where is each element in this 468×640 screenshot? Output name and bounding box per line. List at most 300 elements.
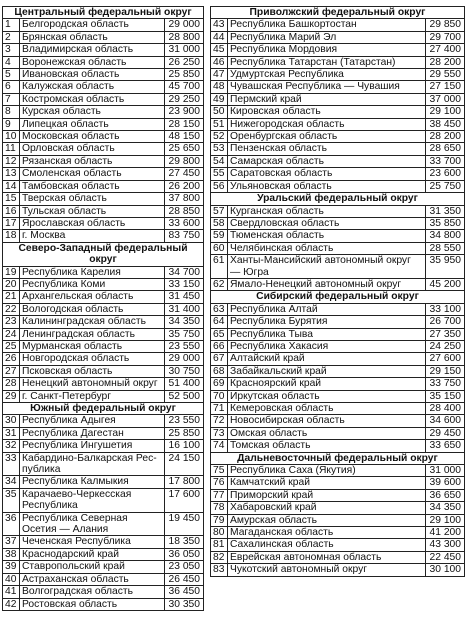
region-value: 35 750 [165,328,204,340]
left-column [2,6,204,611]
table-row [211,564,465,576]
row-number: 74 [211,440,228,452]
region-name: Псковская область [20,365,165,377]
row-number: 70 [211,390,228,402]
region-name: Республика Коми [20,278,165,290]
region-name: Брянская область [20,31,165,43]
region-name: Амурская область [228,514,426,526]
table-row [3,548,204,560]
row-number: 62 [211,278,228,290]
region-value: 30 750 [165,365,204,377]
region-name: Республика Мордовия [228,44,426,56]
table-row [3,155,204,167]
table-row [3,205,204,217]
region-name: Ямало-Ненецкий автономный округ [228,278,426,290]
row-number: 80 [211,527,228,539]
region-name: Республика Ингушетия [20,440,165,452]
region-name: Ульяновская область [228,180,426,192]
region-name: Краснодарский край [20,548,165,560]
table-row [211,106,465,118]
region-value: 37 800 [165,193,204,205]
row-number: 29 [3,390,20,402]
table-row [211,539,465,551]
region-value: 34 800 [425,230,464,242]
row-number: 51 [211,118,228,130]
region-name: Чеченская Республика [20,536,165,548]
row-number: 49 [211,93,228,105]
table-row [211,303,465,315]
district-header: Южный федеральный округ [3,403,204,415]
row-number: 54 [211,155,228,167]
region-value: 25 750 [425,180,464,192]
table-row [3,168,204,180]
row-number: 43 [211,19,228,31]
region-name: Белгородская область [20,19,165,31]
region-name: Ханты-Мансийский автономный округ — Югра [228,255,426,279]
row-number: 58 [211,217,228,229]
table-row [3,93,204,105]
district-header: Сибирский федеральный округ [211,291,465,303]
row-number: 75 [211,465,228,477]
region-name: Тюменская область [228,230,426,242]
row-number: 56 [211,180,228,192]
row-number: 7 [3,93,20,105]
row-number: 45 [211,44,228,56]
right-table [210,6,465,577]
region-value: 22 450 [425,551,464,563]
table-row [3,476,204,488]
table-row [3,586,204,598]
region-name: Ивановская область [20,69,165,81]
district-header-row [211,7,465,19]
region-value: 34 350 [425,502,464,514]
region-value: 29 700 [425,31,464,43]
table-row [211,415,465,427]
row-number: 11 [3,143,20,155]
region-name: Камчатский край [228,477,426,489]
table-row [211,551,465,563]
region-name: Красноярский край [228,378,426,390]
table-row [211,205,465,217]
district-header: Северо-Западный федеральный округ [3,242,204,266]
region-value: 30 100 [425,564,464,576]
region-name: Свердловская область [228,217,426,229]
district-header: Дальневосточный федеральный округ [211,452,465,464]
region-name: Ярославская область [20,217,165,229]
region-value: 27 350 [425,328,464,340]
region-value: 38 450 [425,118,464,130]
region-value: 30 350 [165,598,204,610]
region-name: Липецкая область [20,118,165,130]
row-number: 21 [3,291,20,303]
table-row [211,477,465,489]
table-row [211,19,465,31]
district-header-row [211,452,465,464]
row-number: 35 [3,488,20,512]
row-number: 28 [3,378,20,390]
region-value: 28 200 [425,56,464,68]
region-value: 51 400 [165,378,204,390]
row-number: 48 [211,81,228,93]
region-value: 33 100 [425,303,464,315]
row-number: 14 [3,180,20,192]
region-name: Республика Адыгея [20,415,165,427]
region-name: Кировская область [228,106,426,118]
district-header-row [211,193,465,205]
table-row [3,452,204,476]
region-name: Ставропольский край [20,561,165,573]
table-row [211,340,465,352]
row-number: 50 [211,106,228,118]
row-number: 68 [211,365,228,377]
row-number: 66 [211,340,228,352]
region-value: 29 250 [165,93,204,105]
region-value: 27 150 [425,81,464,93]
table-row [3,31,204,43]
region-value: 28 550 [425,242,464,254]
row-number: 34 [3,476,20,488]
region-value: 33 600 [165,217,204,229]
table-row [3,143,204,155]
row-number: 37 [3,536,20,548]
region-name: Кемеровская область [228,403,426,415]
table-row [3,536,204,548]
table-row [211,230,465,242]
region-name: Рязанская область [20,155,165,167]
region-value: 34 600 [425,415,464,427]
district-header: Уральский федеральный округ [211,193,465,205]
region-value: 29 100 [425,514,464,526]
region-value: 26 450 [165,573,204,585]
table-row [3,512,204,536]
region-value: 28 400 [425,403,464,415]
table-row [211,168,465,180]
region-name: Архангельская область [20,291,165,303]
table-row [211,365,465,377]
row-number: 77 [211,489,228,501]
table-row [3,390,204,402]
region-name: Самарская область [228,155,426,167]
region-value: 16 100 [165,440,204,452]
region-name: Курганская область [228,205,426,217]
district-header-row [211,291,465,303]
region-name: Калужская область [20,81,165,93]
row-number: 8 [3,106,20,118]
region-value: 23 600 [425,168,464,180]
region-name: Владимирская область [20,44,165,56]
table-row [211,217,465,229]
region-value: 28 800 [165,31,204,43]
region-name: Удмуртская Республика [228,69,426,81]
table-row [211,180,465,192]
region-name: г. Санкт-Петербург [20,390,165,402]
row-number: 25 [3,340,20,352]
table-row [3,561,204,573]
table-row [211,155,465,167]
region-name: Костромская область [20,93,165,105]
row-number: 76 [211,477,228,489]
region-name: Тамбовская область [20,180,165,192]
region-name: Пермский край [228,93,426,105]
row-number: 44 [211,31,228,43]
region-value: 29 100 [425,106,464,118]
region-value: 27 400 [425,44,464,56]
table-row [3,180,204,192]
row-number: 3 [3,44,20,56]
district-header-row [3,7,204,19]
region-value: 28 850 [165,205,204,217]
row-number: 60 [211,242,228,254]
region-value: 31 450 [165,291,204,303]
table-row [211,56,465,68]
row-number: 67 [211,353,228,365]
row-number: 63 [211,303,228,315]
table-row [3,106,204,118]
table-row [211,440,465,452]
table-row [211,502,465,514]
row-number: 71 [211,403,228,415]
row-number: 53 [211,143,228,155]
table-row [3,378,204,390]
region-name: Алтайский край [228,353,426,365]
region-value: 35 850 [425,217,464,229]
region-value: 17 600 [165,488,204,512]
region-value: 33 150 [165,278,204,290]
table-row [3,316,204,328]
region-value: 37 000 [425,93,464,105]
region-value: 33 650 [425,440,464,452]
table-row [3,118,204,130]
row-number: 27 [3,365,20,377]
table-row [3,291,204,303]
region-name: Республика Саха (Якутия) [228,465,426,477]
region-value: 83 750 [165,230,204,242]
table-row [211,489,465,501]
region-name: Мурманская область [20,340,165,352]
region-value: 24 250 [425,340,464,352]
table-row [3,131,204,143]
region-name: Республика Калмыкия [20,476,165,488]
region-value: 19 450 [165,512,204,536]
region-value: 26 700 [425,316,464,328]
table-row [211,378,465,390]
region-name: Приморский край [228,489,426,501]
region-value: 36 050 [165,548,204,560]
region-value: 48 150 [165,131,204,143]
table-row [3,44,204,56]
region-value: 39 600 [425,477,464,489]
row-number: 20 [3,278,20,290]
region-name: Республика Бурятия [228,316,426,328]
region-value: 35 150 [425,390,464,402]
row-number: 31 [3,427,20,439]
region-name: Республика Карелия [20,266,165,278]
region-name: Нижегородская область [228,118,426,130]
region-value: 33 700 [425,155,464,167]
region-value: 29 000 [165,19,204,31]
region-value: 27 450 [165,168,204,180]
region-name: Республика Башкортостан [228,19,426,31]
region-name: Оренбургская область [228,131,426,143]
row-number: 18 [3,230,20,242]
region-value: 28 200 [425,131,464,143]
row-number: 23 [3,316,20,328]
region-name: Ненецкий автономный округ [20,378,165,390]
table-row [211,328,465,340]
region-name: Иркутская область [228,390,426,402]
region-name: Тульская область [20,205,165,217]
region-name: Астраханская область [20,573,165,585]
row-number: 83 [211,564,228,576]
table-row [3,328,204,340]
region-value: 23 050 [165,561,204,573]
region-name: Республика Дагестан [20,427,165,439]
region-name: Курская область [20,106,165,118]
table-row [3,353,204,365]
row-number: 72 [211,415,228,427]
region-value: 34 700 [165,266,204,278]
region-value: 31 000 [165,44,204,56]
row-number: 16 [3,205,20,217]
table-row [211,255,465,279]
table-row [211,143,465,155]
district-header-row [3,403,204,415]
row-number: 36 [3,512,20,536]
region-value: 23 900 [165,106,204,118]
row-number: 2 [3,31,20,43]
left-table [2,6,204,611]
region-value: 24 150 [165,452,204,476]
region-name: Еврейская автономная область [228,551,426,563]
row-number: 82 [211,551,228,563]
region-value: 17 800 [165,476,204,488]
region-name: Магаданская область [228,527,426,539]
region-value: 52 500 [165,390,204,402]
row-number: 59 [211,230,228,242]
table-row [3,193,204,205]
region-value: 41 200 [425,527,464,539]
region-value: 29 800 [165,155,204,167]
region-name: Карачаево-Черкесская Республика [20,488,165,512]
region-value: 31 000 [425,465,464,477]
region-name: Пензенская область [228,143,426,155]
row-number: 65 [211,328,228,340]
region-value: 26 200 [165,180,204,192]
table-row [3,573,204,585]
table-row [211,44,465,56]
region-value: 45 200 [425,278,464,290]
table-row [3,81,204,93]
table-row [211,278,465,290]
table-row [3,415,204,427]
region-name: г. Москва [20,230,165,242]
table-row [211,118,465,130]
row-number: 55 [211,168,228,180]
row-number: 38 [3,548,20,560]
table-row [3,440,204,452]
region-value: 28 150 [165,118,204,130]
region-name: Республика Хакасия [228,340,426,352]
table-row [3,217,204,229]
region-name: Омская область [228,427,426,439]
row-number: 42 [3,598,20,610]
region-name: Челябинская область [228,242,426,254]
region-name: Республика Тыва [228,328,426,340]
table-row [3,230,204,242]
region-name: Ленинградская область [20,328,165,340]
table-row [211,527,465,539]
table-row [3,266,204,278]
row-number: 69 [211,378,228,390]
region-value: 25 850 [165,427,204,439]
table-row [3,278,204,290]
row-number: 32 [3,440,20,452]
row-number: 81 [211,539,228,551]
region-name: Смоленская область [20,168,165,180]
table-row [211,465,465,477]
row-number: 73 [211,427,228,439]
region-value: 33 750 [425,378,464,390]
region-name: Калининградская область [20,316,165,328]
region-name: Саратовская область [228,168,426,180]
region-value: 36 650 [425,489,464,501]
region-value: 43 300 [425,539,464,551]
region-value: 28 650 [425,143,464,155]
district-header: Приволжский федеральный округ [211,7,465,19]
table-row [211,316,465,328]
row-number: 46 [211,56,228,68]
region-name: Хабаровский край [228,502,426,514]
region-value: 45 700 [165,81,204,93]
region-name: Новосибирская область [228,415,426,427]
table-row [3,427,204,439]
region-value: 18 350 [165,536,204,548]
row-number: 22 [3,303,20,315]
row-number: 64 [211,316,228,328]
row-number: 4 [3,56,20,68]
right-column [210,6,465,577]
region-name: Республика Татарстан (Татарстан) [228,56,426,68]
row-number: 79 [211,514,228,526]
region-value: 25 850 [165,69,204,81]
row-number: 33 [3,452,20,476]
region-value: 35 950 [425,255,464,279]
region-name: Чувашская Республика — Чувашия [228,81,426,93]
row-number: 61 [211,255,228,279]
region-name: Сахалинская область [228,539,426,551]
row-number: 10 [3,131,20,143]
region-value: 26 250 [165,56,204,68]
table-row [3,303,204,315]
table-row [3,365,204,377]
district-header-row [3,242,204,266]
region-name: Московская область [20,131,165,143]
table-row [211,81,465,93]
region-value: 27 600 [425,353,464,365]
region-value: 31 350 [425,205,464,217]
table-row [211,93,465,105]
region-value: 29 850 [425,19,464,31]
table-row [211,403,465,415]
region-name: Республика Северная Осетия — Алания [20,512,165,536]
row-number: 15 [3,193,20,205]
region-name: Ростовская область [20,598,165,610]
region-name: Волгоградская область [20,586,165,598]
region-name: Орловская область [20,143,165,155]
row-number: 24 [3,328,20,340]
table-row [3,19,204,31]
region-name: Томская область [228,440,426,452]
